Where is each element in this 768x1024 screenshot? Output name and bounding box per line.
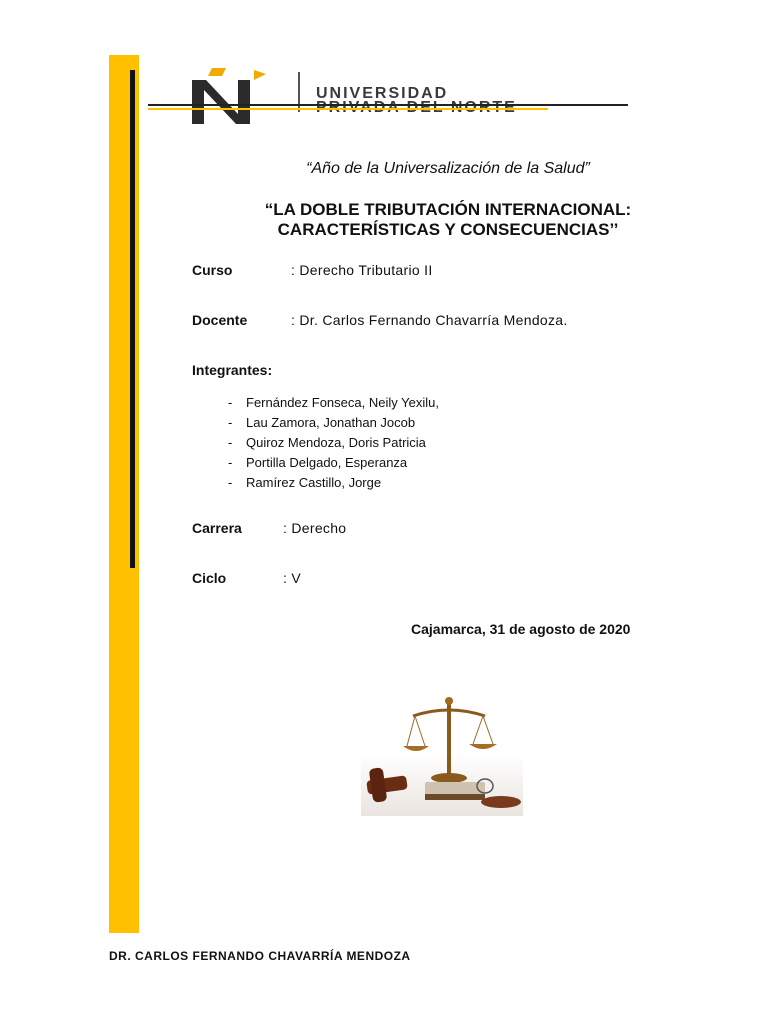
university-logo [148, 52, 628, 116]
document-title [148, 200, 748, 240]
field-value: : V [283, 570, 302, 586]
field-value: : Derecho Tributario II [291, 262, 433, 278]
logo-rule-accent [148, 108, 548, 110]
members-list [228, 393, 439, 493]
footer-author: DR. CARLOS FERNANDO CHAVARRÍA MENDOZA [109, 949, 411, 963]
logo-rule [148, 104, 628, 106]
place-date: Cajamarca, 31 de agosto de 2020 [411, 621, 631, 637]
list-item: - Fernández Fonseca, Neily Yexilu, [228, 395, 439, 410]
list-item: - Quiroz Mendoza, Doris Patricia [228, 435, 426, 450]
logo-line-1: UNIVERSIDAD [316, 85, 449, 102]
field-label: Curso [192, 262, 233, 278]
list-item: - Portilla Delgado, Esperanza [228, 455, 408, 470]
logo-n-icon [192, 66, 272, 124]
field-label: Ciclo [192, 570, 227, 586]
field-value: : Dr. Carlos Fernando Chavarría Mendoza. [291, 312, 568, 328]
logo-separator [298, 72, 300, 112]
title-line-2: CARACTERÍSTICAS Y CONSECUENCIAS’’ [277, 220, 619, 239]
black-side-line [130, 70, 135, 568]
field-label: Carrera [192, 520, 242, 536]
year-motto: “Año de la Universalización de la Salud” [306, 160, 590, 177]
field-value: : Derecho [283, 520, 347, 536]
list-item: - Lau Zamora, Jonathan Jocob [228, 415, 416, 430]
field-label: Integrantes: [192, 362, 273, 378]
title-line-1: “LA DOBLE TRIBUTACIÓN INTERNACIONAL: [264, 200, 632, 219]
justice-scale-image [361, 694, 523, 816]
list-item: - Ramírez Castillo, Jorge [228, 475, 382, 490]
field-label: Docente [192, 312, 248, 328]
